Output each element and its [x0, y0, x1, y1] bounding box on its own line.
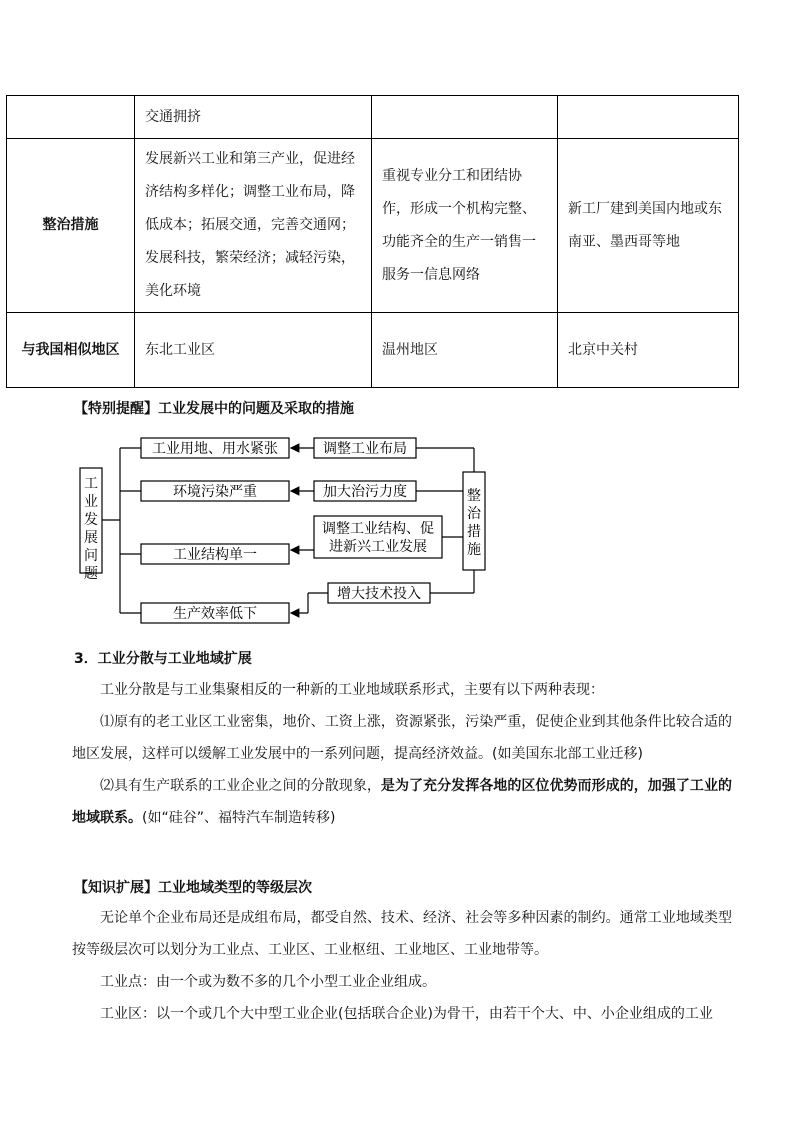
table-cell — [372, 96, 558, 139]
table-cell: 发展新兴工业和第三产业，促进经济结构多样化；调整工业布局，降低成本；拓展交通，完善交通网；发展科技，繁荣经济；减轻污染，美化环境 — [135, 139, 372, 313]
problem-label: 环境污染严重 — [173, 484, 257, 500]
measure-title-char: 措 — [467, 524, 481, 540]
problem-title-char: 展 — [84, 530, 98, 546]
measure-label: 调整工业结构、促 — [322, 521, 434, 537]
table-cell — [558, 96, 739, 139]
table-cell: 温州地区 — [372, 313, 558, 388]
section-heading: 3．工业分散与工业地域扩展 — [74, 651, 252, 667]
table-row — [7, 139, 739, 313]
measure-title-char: 整 — [467, 488, 481, 504]
paragraph-emphasis: 是为了充分发挥各地的区位优势而形成的，加强了工业的地域联系。 — [72, 778, 733, 826]
problem-title-char: 工 — [84, 476, 98, 492]
problem-label: 工业结构单一 — [173, 547, 257, 563]
table-cell: 交通拥挤 — [135, 96, 372, 139]
tip-heading: 【特别提醒】工业发展中的问题及采取的措施 — [74, 401, 354, 417]
measure-title-char: 治 — [467, 506, 481, 522]
comparison-table — [6, 95, 739, 388]
row-label: 整治措施 — [7, 139, 135, 313]
problem-label: 工业用地、用水紧张 — [152, 441, 278, 457]
paragraph: 工业分散是与工业集聚相反的一种新的工业地域联系形式，主要有以下两种表现： — [100, 682, 604, 698]
paragraph-text: ⑵具有生产联系的工业企业之间的分散现象， — [100, 778, 381, 794]
paragraph: 工业区：以一个或几个大中型工业企业(包括联合企业)为骨干，由若干个大、中、小企业组成的工业 — [100, 1006, 713, 1022]
measure-title-char: 施 — [467, 542, 481, 558]
table-cell: 东北工业区 — [135, 313, 372, 388]
table-cell: 重视专业分工和团结协作，形成一个机构完整、功能齐全的生产一销售一服务一信息网络 — [372, 139, 558, 313]
paragraph-text: (如“硅谷”、福特汽车制造转移) — [142, 810, 336, 826]
measure-label: 调整工业布局 — [323, 441, 407, 457]
table-row — [7, 96, 739, 139]
problem-title-char: 业 — [84, 494, 98, 510]
table-row — [7, 313, 739, 388]
problem-label: 生产效率低下 — [173, 606, 257, 622]
measure-label: 加大治污力度 — [323, 484, 407, 500]
measure-label: 增大技术投入 — [337, 586, 421, 602]
problem-title-char: 题 — [84, 566, 98, 582]
paragraph: 工业点：由一个或为数不多的几个小型工业企业组成。 — [100, 974, 436, 990]
paragraph: 无论单个企业布局还是成组布局，都受自然、技术、经济、社会等多种因素的制约。通常工业地域类型按等级层次可以划分为工业点、工业区、工业枢纽、工业地区、工业地带等。 — [72, 910, 732, 958]
measure-label: 进新兴工业发展 — [329, 539, 427, 555]
paragraph: ⑴原有的老工业区工业密集，地价、工资上涨，资源紧张，污染严重，促使企业到其他条件比较合适的地区发展，这样可以缓解工业发展中的一系列问题，提高经济效益。(如美国东北部工业迁移) — [72, 714, 732, 762]
table-cell — [7, 96, 135, 139]
row-label: 与我国相似地区 — [7, 313, 135, 388]
flow-diagram — [78, 430, 498, 630]
table-cell: 新工厂建到美国内地或东南亚、墨西哥等地 — [558, 139, 739, 313]
problem-title-char: 发 — [84, 512, 98, 528]
knowledge-heading: 【知识扩展】工业地域类型的等级层次 — [74, 880, 312, 896]
problem-title-char: 问 — [84, 548, 98, 564]
table-cell: 北京中关村 — [558, 313, 739, 388]
paragraph — [72, 770, 732, 834]
